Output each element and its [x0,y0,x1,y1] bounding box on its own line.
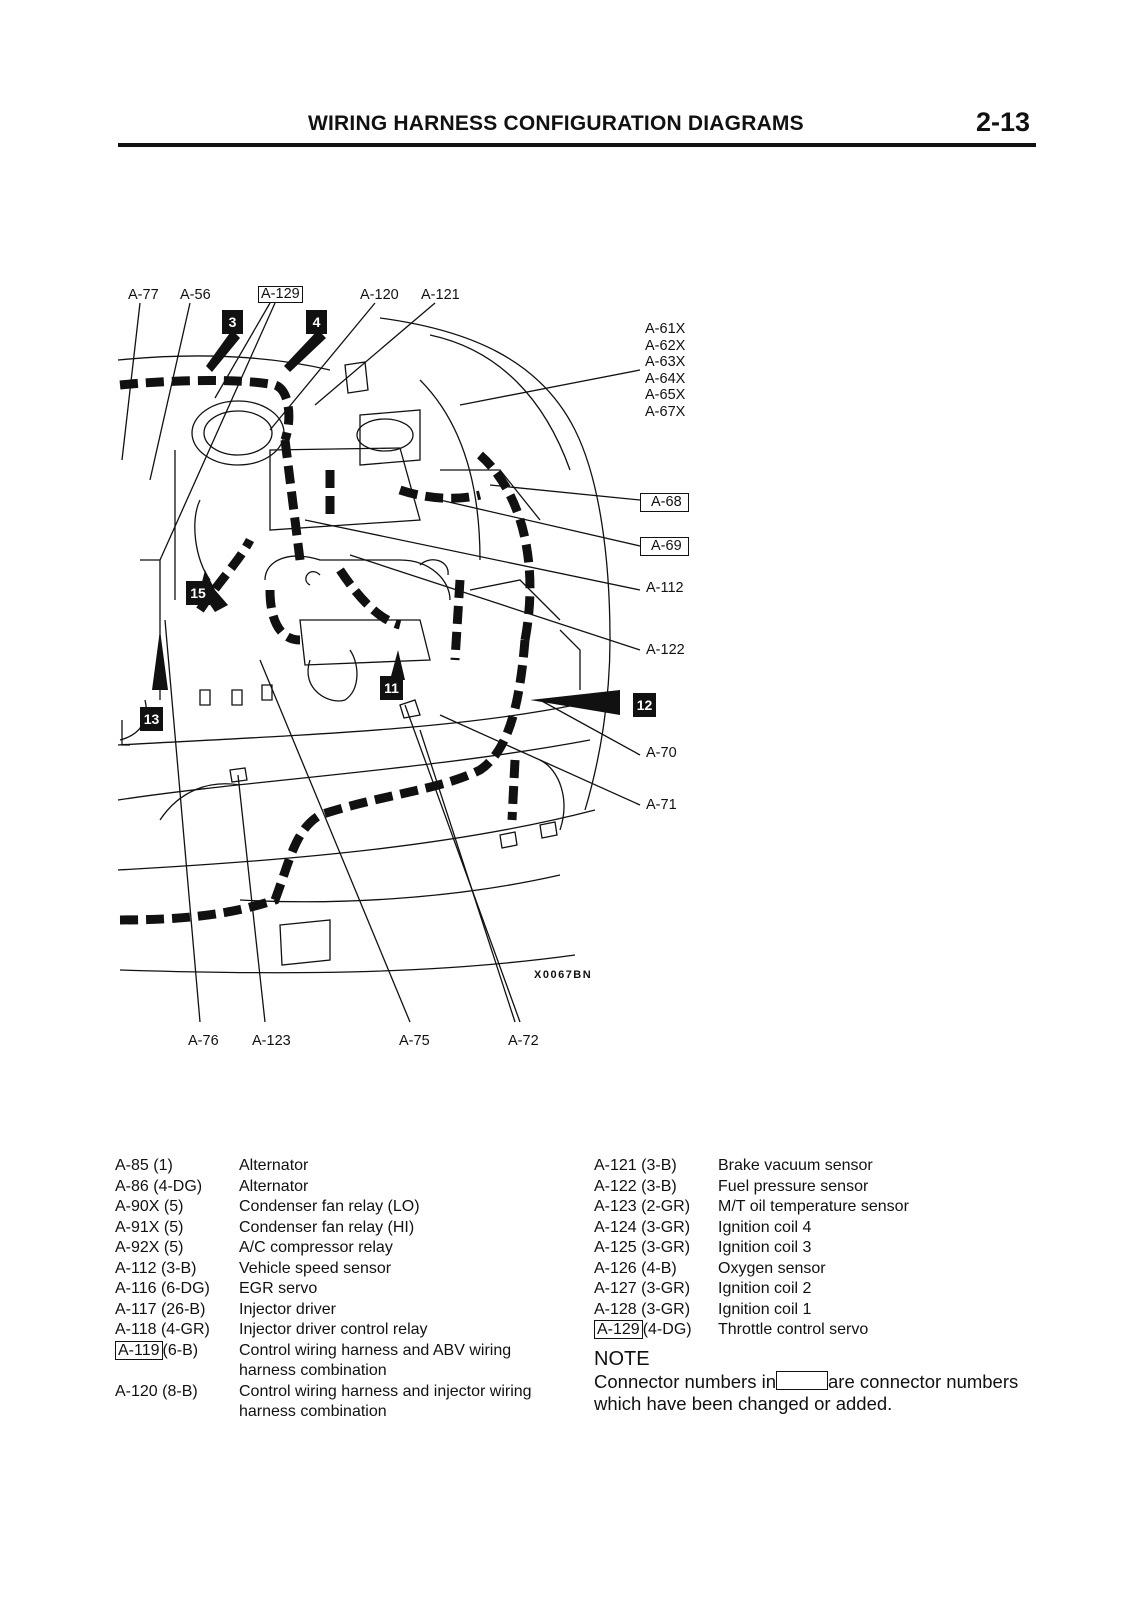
connector-code [594,1320,718,1341]
connector-code-suffix: (4-DG) [642,1321,692,1338]
connector-description: Fuel pressure sensor [718,1177,869,1195]
callout-a121: A-121 [421,287,460,303]
legend-row [594,1300,1054,1321]
connector-code: A-124 (3-GR) [594,1218,691,1236]
page-title: WIRING HARNESS CONFIGURATION DIAGRAMS [308,112,804,135]
callout-a72: A-72 [508,1033,539,1049]
connector-code [115,1341,239,1382]
connector-code-suffix: (6-B) [162,1341,199,1359]
figure-code: X0067BN [534,969,593,981]
connector-code: A-86 (4-DG) [115,1177,203,1195]
connector-code: A-123 (2-GR) [594,1198,691,1215]
legend-row [115,1279,555,1300]
callout-a64x: A-64X [645,370,686,387]
connector-description: Alternator [239,1177,309,1195]
legend-row [115,1197,555,1218]
callout-a62x: A-62X [645,337,686,354]
note-label: NOTE [594,1347,650,1370]
badge-4: 4 [306,310,327,334]
callout-a69: A-69 [640,537,689,556]
callout-a71: A-71 [646,797,677,813]
legend-row [594,1177,1054,1198]
connector-code: A-91X (5) [115,1218,184,1236]
legend-row [115,1300,555,1321]
callout-a123: A-123 [252,1033,291,1049]
connector-code: A-92X (5) [115,1239,184,1256]
callout-a76: A-76 [188,1033,219,1049]
callout-a112: A-112 [646,580,684,596]
page-number: 2-13 [976,107,1031,137]
connector-description: Ignition coil 3 [718,1239,812,1256]
callout-a56: A-56 [180,287,211,303]
connector-code-boxed: A-129 [594,1320,643,1339]
note-text-after: are connector numbers which have been changed or added. [594,1370,1019,1414]
callout-a61x: A-61X [645,321,686,337]
note-text-before: Connector numbers in [594,1370,777,1392]
legend-row [594,1197,1054,1218]
callout-a70: A-70 [646,745,677,761]
legend-row [115,1238,555,1259]
connector-code: A-127 (3-GR) [594,1280,691,1297]
connector-description: Control wiring harness and injector wiring harness combination [239,1382,532,1420]
connector-code: A-121 (3-B) [594,1157,677,1174]
legend-row [594,1218,1054,1239]
callout-a120: A-120 [360,287,399,303]
connector-description: EGR servo [239,1280,318,1297]
badge-11: 11 [380,676,403,700]
connector-code: A-90X (5) [115,1198,184,1215]
callout-group-a61x-a67x [645,321,685,420]
connector-description: Injector driver control relay [239,1321,428,1338]
badge-12: 12 [633,693,656,717]
callout-a122: A-122 [646,642,685,658]
legend-row [115,1218,555,1239]
legend-row [115,1382,555,1423]
legend-row [115,1259,555,1280]
callout-a75: A-75 [399,1033,430,1049]
callout-a129: A-129 [258,286,303,303]
legend-row [594,1238,1054,1259]
connector-code-boxed: A-119 [115,1341,163,1360]
connector-code: A-116 (6-DG) [115,1280,210,1297]
connector-description: Ignition coil 2 [718,1280,812,1297]
badge-3: 3 [222,310,243,334]
connector-code: A-117 (26-B) [115,1300,206,1318]
connector-description: Throttle control servo [718,1321,869,1338]
callout-a63x: A-63X [645,354,686,370]
callout-a65x: A-65X [645,387,686,403]
legend-row [115,1341,555,1382]
connector-description: M/T oil temperature sensor [718,1198,909,1215]
connector-code: A-112 (3-B) [115,1259,197,1277]
legend-row [594,1156,1054,1177]
note-text [594,1371,1054,1415]
connector-code: A-85 (1) [115,1157,173,1174]
connector-description: Control wiring harness and ABV wiring harness combination [239,1341,512,1379]
badge-15: 15 [186,581,210,605]
connector-description: Ignition coil 4 [718,1218,812,1236]
connector-description: Brake vacuum sensor [718,1157,873,1174]
connector-description: Injector driver [239,1300,336,1318]
connector-code: A-122 (3-B) [594,1177,677,1195]
connector-description: A/C compressor relay [239,1239,393,1256]
legend-row [115,1177,555,1198]
connector-code: A-118 (4-GR) [115,1321,210,1338]
connector-description: Vehicle speed sensor [239,1259,392,1277]
badge-13: 13 [140,707,163,731]
legend-left [115,1156,555,1423]
connector-description: Ignition coil 1 [718,1300,812,1318]
connector-description: Condenser fan relay (HI) [239,1218,415,1236]
connector-code: A-126 (4-B) [594,1259,677,1277]
connector-description: Oxygen sensor [718,1259,826,1277]
legend-row [115,1156,555,1177]
legend-row [594,1259,1054,1280]
connector-description: Alternator [239,1157,309,1174]
connector-description: Condenser fan relay (LO) [239,1198,420,1215]
callout-a77: A-77 [128,287,159,303]
legend-row [115,1320,555,1341]
connector-code: A-128 (3-GR) [594,1300,691,1318]
callout-a67x: A-67X [645,403,686,420]
note-empty-box [776,1371,828,1390]
legend-right [594,1156,1054,1415]
callout-a68: A-68 [640,493,689,512]
legend-row [594,1320,1054,1341]
connector-code: A-125 (3-GR) [594,1239,691,1256]
connector-code: A-120 (8-B) [115,1382,198,1400]
legend-row [594,1279,1054,1300]
